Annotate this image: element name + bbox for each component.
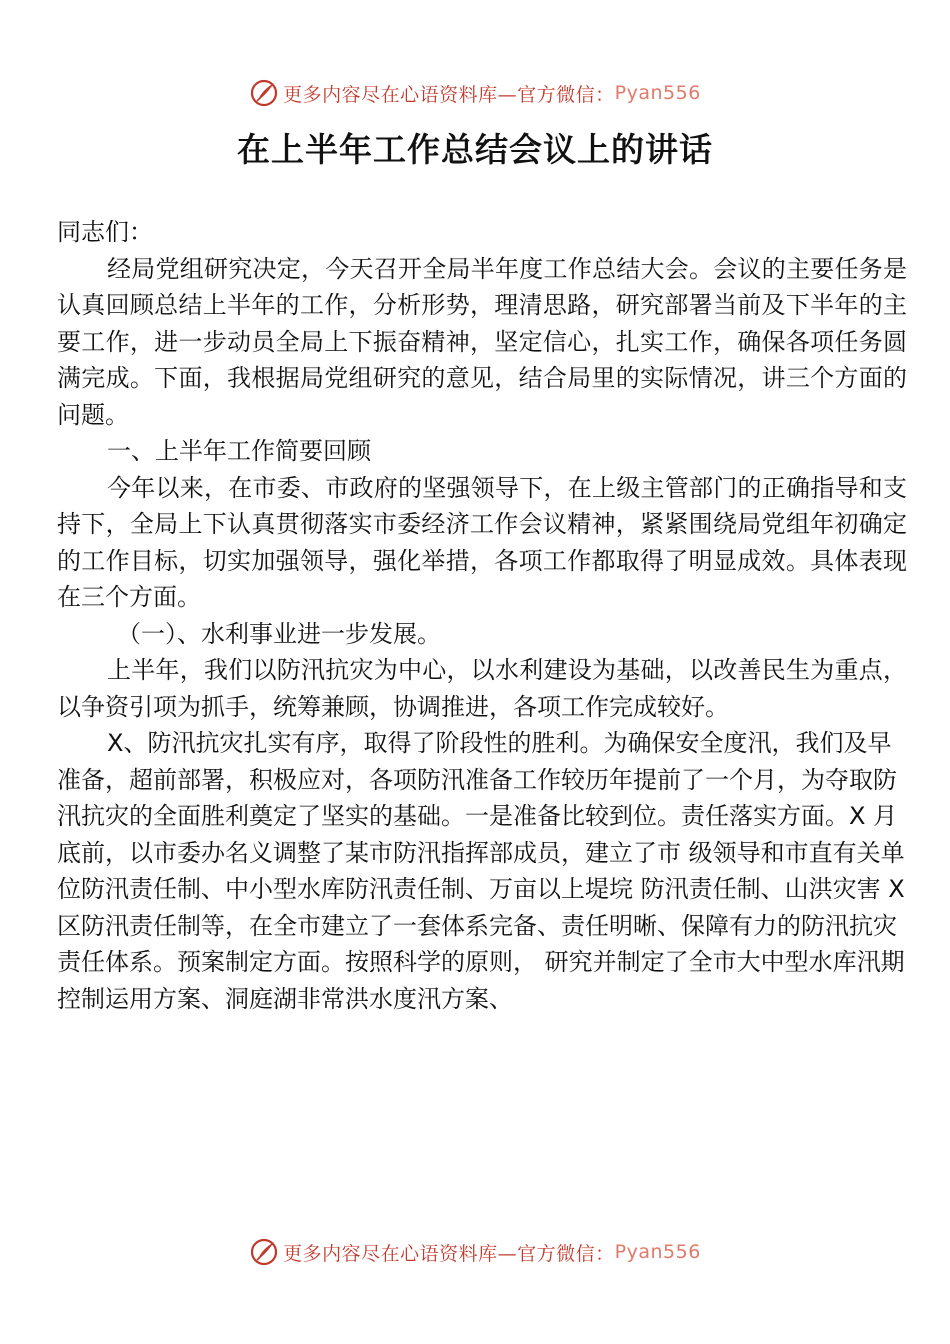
section-heading-1: 一、上半年工作简要回顾 bbox=[107, 437, 371, 465]
watermark-brand-text: 更多内容尽在心语资料库—官方微信： bbox=[283, 83, 615, 106]
watermark-brand-text: 更多内容尽在心语资料库—官方微信： bbox=[283, 1242, 615, 1265]
watermark-wechat-id: Pyan556 bbox=[614, 82, 701, 104]
footer-watermark bbox=[0, 1232, 950, 1272]
subsection-heading-1: （一）、水利事业进一步发展。 bbox=[117, 619, 441, 648]
quill-seal-icon bbox=[249, 78, 279, 108]
paragraph-review: 今年以来，在市委、市政府的坚强领导下，在上级主管部门的正确指导和支持下，全局上下认真贯彻落实市委经济工作会议精神，紧紧围绕局党组年初确定的工作目标，切实加强领导，强化举措，各项工作都取得了明显成效。具体表现在三个方面。 bbox=[57, 473, 907, 611]
paragraph-intro: 经局党组研究决定，今天召开全局半年度工作总结大会。会议的主要任务是认真回顾总结上半年的工作，分析形势，理清思路，研究部署当前及下半年的主要工作，进一步动员全局上下振奋精神，坚定信心，扎实工作，确保各项任务圆满完成。下面，我根据局党组研究的意见，结合局里的实际情况，讲三个方面的问题。 bbox=[57, 254, 907, 429]
salutation: 同志们： bbox=[57, 218, 153, 246]
document-title: 在上半年工作总结会议上的讲话 bbox=[237, 130, 713, 169]
paragraph-water-conservancy: 上半年，我们以防汛抗灾为中心，以水利建设为基础，以改善民生为重点，以争资引项为抓手，统筹兼顾，协调推进，各项工作完成较好。 bbox=[57, 656, 907, 721]
quill-seal-icon bbox=[249, 1237, 279, 1267]
watermark-wechat-id: Pyan556 bbox=[614, 1241, 701, 1263]
document-body bbox=[57, 214, 907, 1017]
header-watermark bbox=[0, 73, 950, 113]
paragraph-flood-control: X、防汛抗灾扎实有序，取得了阶段性的胜利。为确保安全度汛，我们及早准备，超前部署，积极应对，各项防汛准备工作较历年提前了一个月，为夺取防汛抗灾的全面胜利奠定了坚实的基础。一是准备比较到位。责任落实方面。X 月底前，以市委办名义调整了某市防汛指挥部成员，建立了市 级领导和市直有关单位防汛责任制、中小型水库防汛责任制、万亩以上堤垸 防汛责任制、山洪灾害 X 区防汛责任制等，在全市建立了一套体系完备、责任明晰、保障有力的防汛抗灾责任体系。预案制定方面。按照科学的原则， 研究并制定了全市大中型水库汛期控制运用方案、洞庭湖非常洪水度汛方案、 bbox=[57, 729, 905, 1013]
